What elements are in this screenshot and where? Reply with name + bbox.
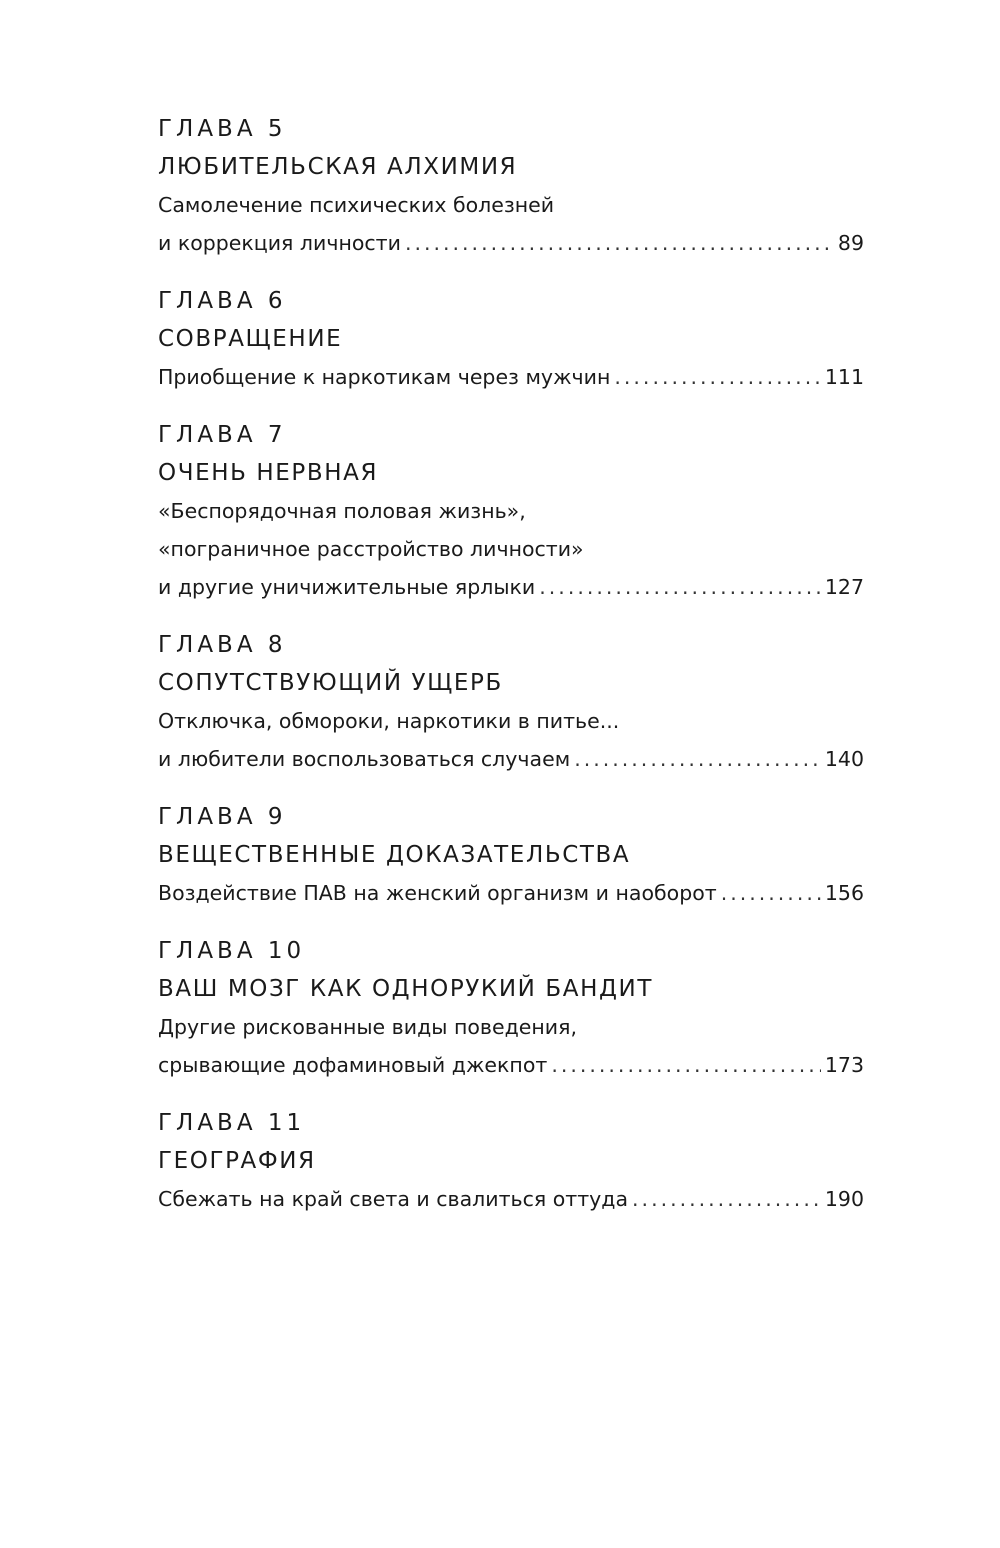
chapter-subtitle-line: Самолечение психических болезней (158, 193, 555, 217)
dot-leader (539, 568, 821, 606)
dot-leader (632, 1180, 821, 1218)
chapter-label: ГЛАВА 8 (158, 632, 287, 658)
dot-leader (721, 874, 821, 912)
chapter-subtitle-final-line (158, 224, 864, 262)
chapter-subtitle-final-line (158, 568, 864, 606)
chapter-subtitle-line: «Беспорядочная половая жизнь», (158, 499, 526, 523)
page-number: 111 (824, 365, 864, 389)
chapter-label: ГЛАВА 9 (158, 804, 287, 830)
chapter-title: ОЧЕНЬ НЕРВНАЯ (158, 460, 379, 486)
chapter-title: СОВРАЩЕНИЕ (158, 326, 343, 352)
table-of-contents (158, 110, 864, 1238)
chapter-subtitle-final-line (158, 874, 864, 912)
page-number: 190 (824, 1187, 864, 1211)
chapter-subtitle-text: и коррекция личности (158, 231, 401, 255)
chapter-subtitle-text: Сбежать на край света и свалиться оттуда (158, 1187, 629, 1211)
chapter-10-entry (158, 932, 864, 1084)
chapter-label: ГЛАВА 7 (158, 422, 287, 448)
page-number: 89 (837, 231, 864, 255)
chapter-subtitle-final-line (158, 1180, 864, 1218)
chapter-label: ГЛАВА 10 (158, 938, 306, 964)
chapter-title: ГЕОГРАФИЯ (158, 1148, 316, 1174)
dot-leader (574, 740, 821, 778)
chapter-8-entry (158, 626, 864, 778)
chapter-title: СОПУТСТВУЮЩИЙ УЩЕРБ (158, 670, 503, 696)
chapter-6-entry (158, 282, 864, 396)
chapter-title: ЛЮБИТЕЛЬСКАЯ АЛХИМИЯ (158, 154, 518, 180)
dot-leader (551, 1046, 821, 1084)
chapter-subtitle-line: «пограничное расстройство личности» (158, 537, 584, 561)
chapter-7-entry (158, 416, 864, 606)
page-number: 173 (824, 1053, 864, 1077)
chapter-subtitle-final-line (158, 740, 864, 778)
dot-leader (614, 358, 820, 396)
chapter-label: ГЛАВА 6 (158, 288, 287, 314)
chapter-subtitle-final-line (158, 1046, 864, 1084)
page-number: 156 (824, 881, 864, 905)
chapter-title: ВАШ МОЗГ КАК ОДНОРУКИЙ БАНДИТ (158, 976, 653, 1002)
chapter-subtitle-text: и любители воспользоваться случаем (158, 747, 571, 771)
chapter-subtitle-text: Воздействие ПАВ на женский организм и наоборот (158, 881, 717, 905)
page-number: 127 (824, 575, 864, 599)
chapter-subtitle-text: и другие уничижительные ярлыки (158, 575, 536, 599)
chapter-title: ВЕЩЕСТВЕННЫЕ ДОКАЗАТЕЛЬСТВА (158, 842, 631, 868)
chapter-subtitle-line: Другие рискованные виды поведения, (158, 1015, 577, 1039)
dot-leader (405, 224, 834, 262)
chapter-subtitle-text: срывающие дофаминовый джекпот (158, 1053, 548, 1077)
page-number: 140 (824, 747, 864, 771)
chapter-9-entry (158, 798, 864, 912)
chapter-subtitle-final-line (158, 358, 864, 396)
chapter-label: ГЛАВА 5 (158, 116, 287, 142)
chapter-5-entry (158, 110, 864, 262)
chapter-11-entry (158, 1104, 864, 1218)
chapter-subtitle-text: Приобщение к наркотикам через мужчин (158, 365, 611, 389)
chapter-subtitle-line: Отключка, обмороки, наркотики в питье... (158, 709, 620, 733)
chapter-label: ГЛАВА 11 (158, 1110, 306, 1136)
